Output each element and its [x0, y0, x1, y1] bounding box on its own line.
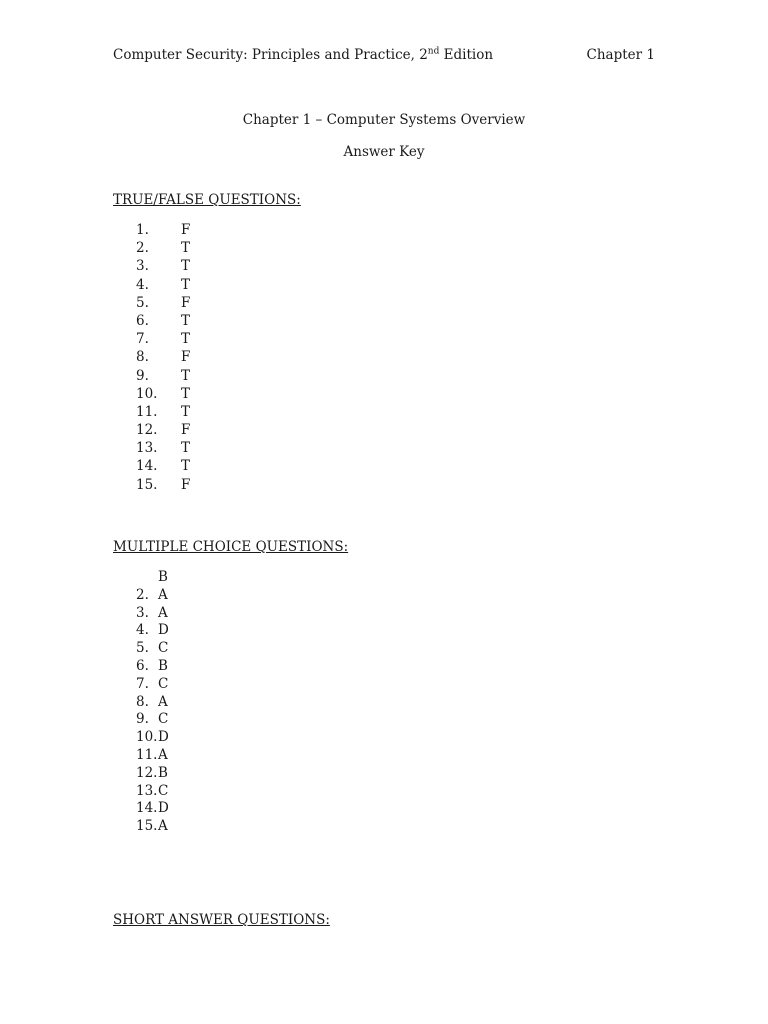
question-number: 8. [136, 693, 149, 710]
answer-value: T [181, 367, 191, 384]
answer-value: T [181, 312, 191, 329]
answer-value: T [181, 403, 191, 420]
page-title: Chapter 1 – Computer Systems Overview [242, 112, 526, 128]
answer-value: D [158, 800, 169, 817]
answer-value: F [181, 422, 191, 439]
question-number: 1. [136, 222, 149, 238]
question-number: 13. [136, 440, 158, 457]
header-title-text: Computer Security: Principles and Practice, 2 [113, 47, 428, 63]
answer-value: T [181, 385, 191, 402]
question-number: 10. [136, 729, 158, 746]
question-number: 15. [136, 476, 158, 493]
answer-value: F [181, 294, 191, 311]
answer-value: F [181, 476, 191, 493]
answer-value: T [181, 331, 191, 348]
answer-value: B [158, 569, 168, 585]
short-answer-heading: SHORT ANSWER QUESTIONS: [113, 912, 330, 928]
answer-value: B [158, 764, 168, 781]
question-number: 11. [136, 746, 158, 763]
answer-value: F [181, 222, 191, 238]
running-header-chapter: Chapter 1 [586, 47, 655, 63]
question-number: 14. [136, 458, 158, 475]
question-number: 2. [136, 240, 149, 257]
answer-value: D [158, 729, 169, 746]
question-number: 6. [136, 657, 149, 674]
question-number: 5. [136, 640, 149, 657]
question-number: 14. [136, 800, 158, 817]
answer-value: A [158, 693, 168, 710]
answer-value: T [181, 258, 191, 275]
question-number: 13. [136, 782, 158, 799]
answer-value: C [158, 675, 169, 692]
question-number: 9. [136, 367, 149, 384]
question-number: 4. [136, 276, 149, 293]
answer-value: C [158, 782, 169, 799]
answer-value: A [158, 818, 168, 835]
answer-value: B [158, 657, 168, 674]
answer-value: C [158, 711, 169, 728]
page-subtitle: Answer Key [343, 144, 425, 160]
answer-value: F [181, 349, 191, 366]
answer-value: C [158, 640, 169, 657]
question-number: 3. [136, 604, 149, 621]
answer-value: A [158, 604, 168, 621]
question-number: 5. [136, 294, 149, 311]
question-number: 6. [136, 312, 149, 329]
answer-value: T [181, 458, 191, 475]
answer-value: T [181, 240, 191, 257]
multiple-choice-heading: MULTIPLE CHOICE QUESTIONS: [113, 539, 349, 555]
answer-value: D [158, 622, 169, 639]
header-title-superscript: nd [427, 46, 440, 57]
answer-value: T [181, 276, 191, 293]
question-number: 3. [136, 258, 149, 275]
answer-value: T [181, 440, 191, 457]
answer-value: A [158, 746, 168, 763]
header-title-suffix: Edition [439, 47, 494, 63]
running-header-book-title [113, 47, 493, 63]
answer-value: A [158, 586, 168, 603]
true-false-heading: TRUE/FALSE QUESTIONS: [113, 192, 301, 208]
question-number: 9. [136, 711, 149, 728]
question-number: 4. [136, 622, 149, 639]
question-number: 7. [136, 675, 149, 692]
question-number: 8. [136, 349, 149, 366]
question-number: 11. [136, 403, 158, 420]
question-number: 12. [136, 764, 158, 781]
question-number: 7. [136, 331, 149, 348]
question-number: 2. [136, 586, 149, 603]
question-number: 15. [136, 818, 158, 835]
question-number: 12. [136, 422, 158, 439]
question-number: 10. [136, 385, 158, 402]
